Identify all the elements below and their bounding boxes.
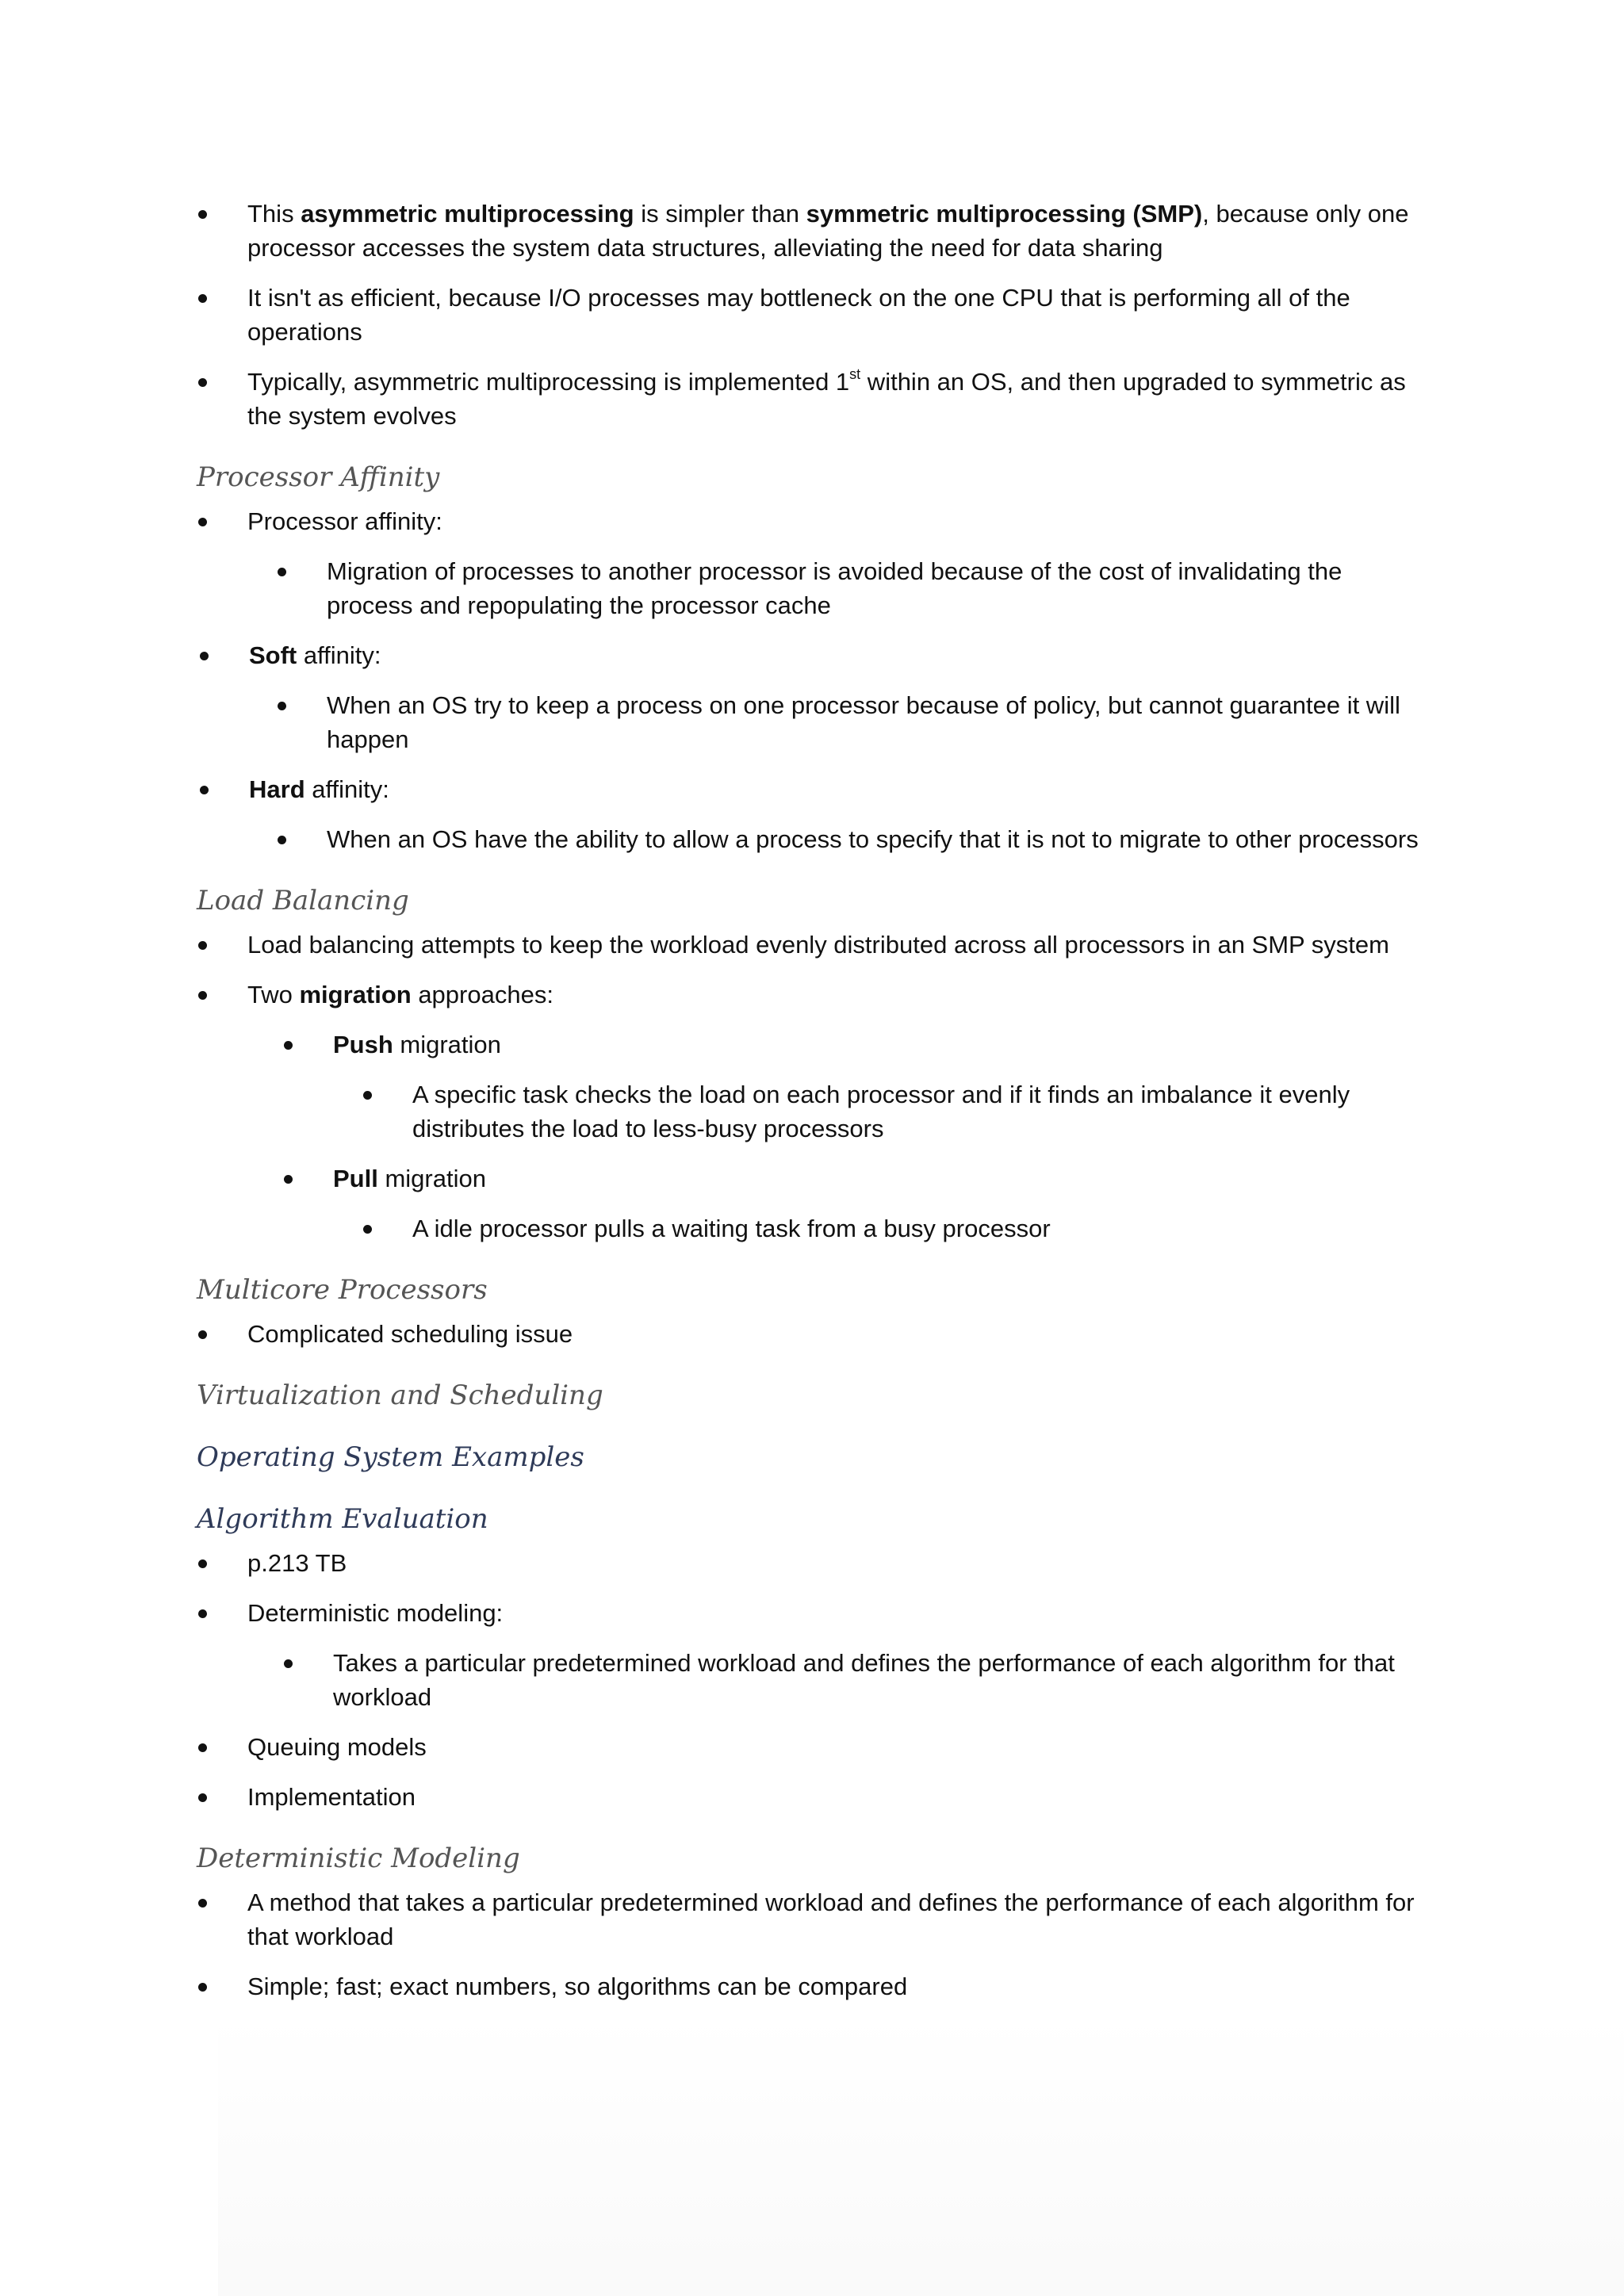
bullet-icon	[278, 836, 286, 844]
page-shadow	[218, 2014, 1624, 2296]
bullet-icon	[198, 941, 207, 950]
list-item-soft-affinity-desc: When an OS try to keep a process on one processor because of policy, but cannot guarantee it will happen	[197, 688, 1434, 756]
bullet-icon	[198, 1743, 207, 1752]
list-item-complicated-scheduling: Complicated scheduling issue	[197, 1317, 1434, 1351]
heading-algorithm-evaluation: Algorithm Evaluation	[197, 1503, 488, 1535]
bullet-icon	[198, 991, 207, 1000]
bullet-icon	[198, 1983, 207, 1992]
bullet-icon	[198, 1559, 207, 1568]
list-item-not-efficient: It isn't as efficient, because I/O processes may bottleneck on the one CPU that is performing all of the operations	[197, 281, 1434, 349]
list-item-method-definition: A method that takes a particular predetermined workload and defines the performance of each algorithm for that workload	[197, 1885, 1434, 1954]
bullet-icon	[363, 1091, 372, 1100]
bullet-icon	[198, 210, 207, 219]
list-item-asymmetric-simpler: This asymmetric multiprocessing is simpler than symmetric multiprocessing (SMP), because only one processor accesses the system data structures, alleviating the need for data sharing	[197, 197, 1434, 265]
heading-processor-affinity: Processor Affinity	[197, 461, 440, 493]
bullet-icon	[200, 786, 209, 794]
bullet-icon	[198, 294, 207, 303]
bullet-icon	[198, 1899, 207, 1908]
bullet-icon	[198, 518, 207, 526]
bullet-icon	[278, 702, 286, 710]
bullet-icon	[198, 1793, 207, 1802]
bullet-icon	[284, 1659, 293, 1668]
list-item-simple-fast: Simple; fast; exact numbers, so algorithms can be compared	[197, 1969, 1434, 2003]
bullet-icon	[198, 1330, 207, 1339]
bullet-icon	[198, 1609, 207, 1618]
list-item-load-balancing: Load balancing attempts to keep the workload evenly distributed across all processors in an SMP system	[197, 928, 1434, 962]
bullet-icon	[200, 652, 209, 660]
list-item-migration-avoided: Migration of processes to another processor is avoided because of the cost of invalidating the process and repopulating the processor cache	[197, 554, 1434, 622]
list-item-pull-migration: Pull migration	[197, 1161, 1434, 1196]
list-item-push-migration: Push migration	[197, 1027, 1434, 1062]
heading-multicore-processors: Multicore Processors	[197, 1274, 488, 1306]
heading-deterministic-modeling: Deterministic Modeling	[197, 1843, 520, 1874]
list-item-implementation: Implementation	[197, 1780, 1434, 1814]
list-item-page-reference: p.213 TB	[197, 1546, 1434, 1580]
list-item-pull-migration-desc: A idle processor pulls a waiting task from a busy processor	[197, 1211, 1434, 1246]
list-item-deterministic-modeling-desc: Takes a particular predetermined workload and defines the performance of each algorithm for that workload	[197, 1646, 1434, 1714]
list-item-migration-approaches: Two migration approaches:	[197, 978, 1434, 1012]
list-item-queuing-models: Queuing models	[197, 1730, 1434, 1764]
list-item-hard-affinity-desc: When an OS have the ability to allow a process to specify that it is not to migrate to other processors	[197, 822, 1434, 856]
heading-virtualization-scheduling: Virtualization and Scheduling	[197, 1380, 603, 1411]
bullet-icon	[284, 1175, 293, 1184]
document-content	[197, 197, 1434, 2019]
bullet-icon	[284, 1041, 293, 1050]
list-item-hard-affinity: Hard affinity:	[197, 772, 1434, 806]
bullet-icon	[278, 568, 286, 576]
list-item-deterministic-modeling: Deterministic modeling:	[197, 1596, 1434, 1630]
heading-os-examples: Operating System Examples	[197, 1441, 584, 1473]
list-item-processor-affinity: Processor affinity:	[197, 504, 1434, 538]
list-item-push-migration-desc: A specific task checks the load on each processor and if it finds an imbalance it evenly distributes the load to less-busy processors	[197, 1077, 1434, 1146]
bullet-icon	[363, 1225, 372, 1234]
heading-load-balancing: Load Balancing	[197, 885, 409, 916]
list-item-soft-affinity: Soft affinity:	[197, 638, 1434, 672]
bullet-icon	[198, 378, 207, 387]
list-item-typically-implemented: Typically, asymmetric multiprocessing is implemented 1st within an OS, and then upgraded to symmetric as the system evolves	[197, 365, 1434, 433]
